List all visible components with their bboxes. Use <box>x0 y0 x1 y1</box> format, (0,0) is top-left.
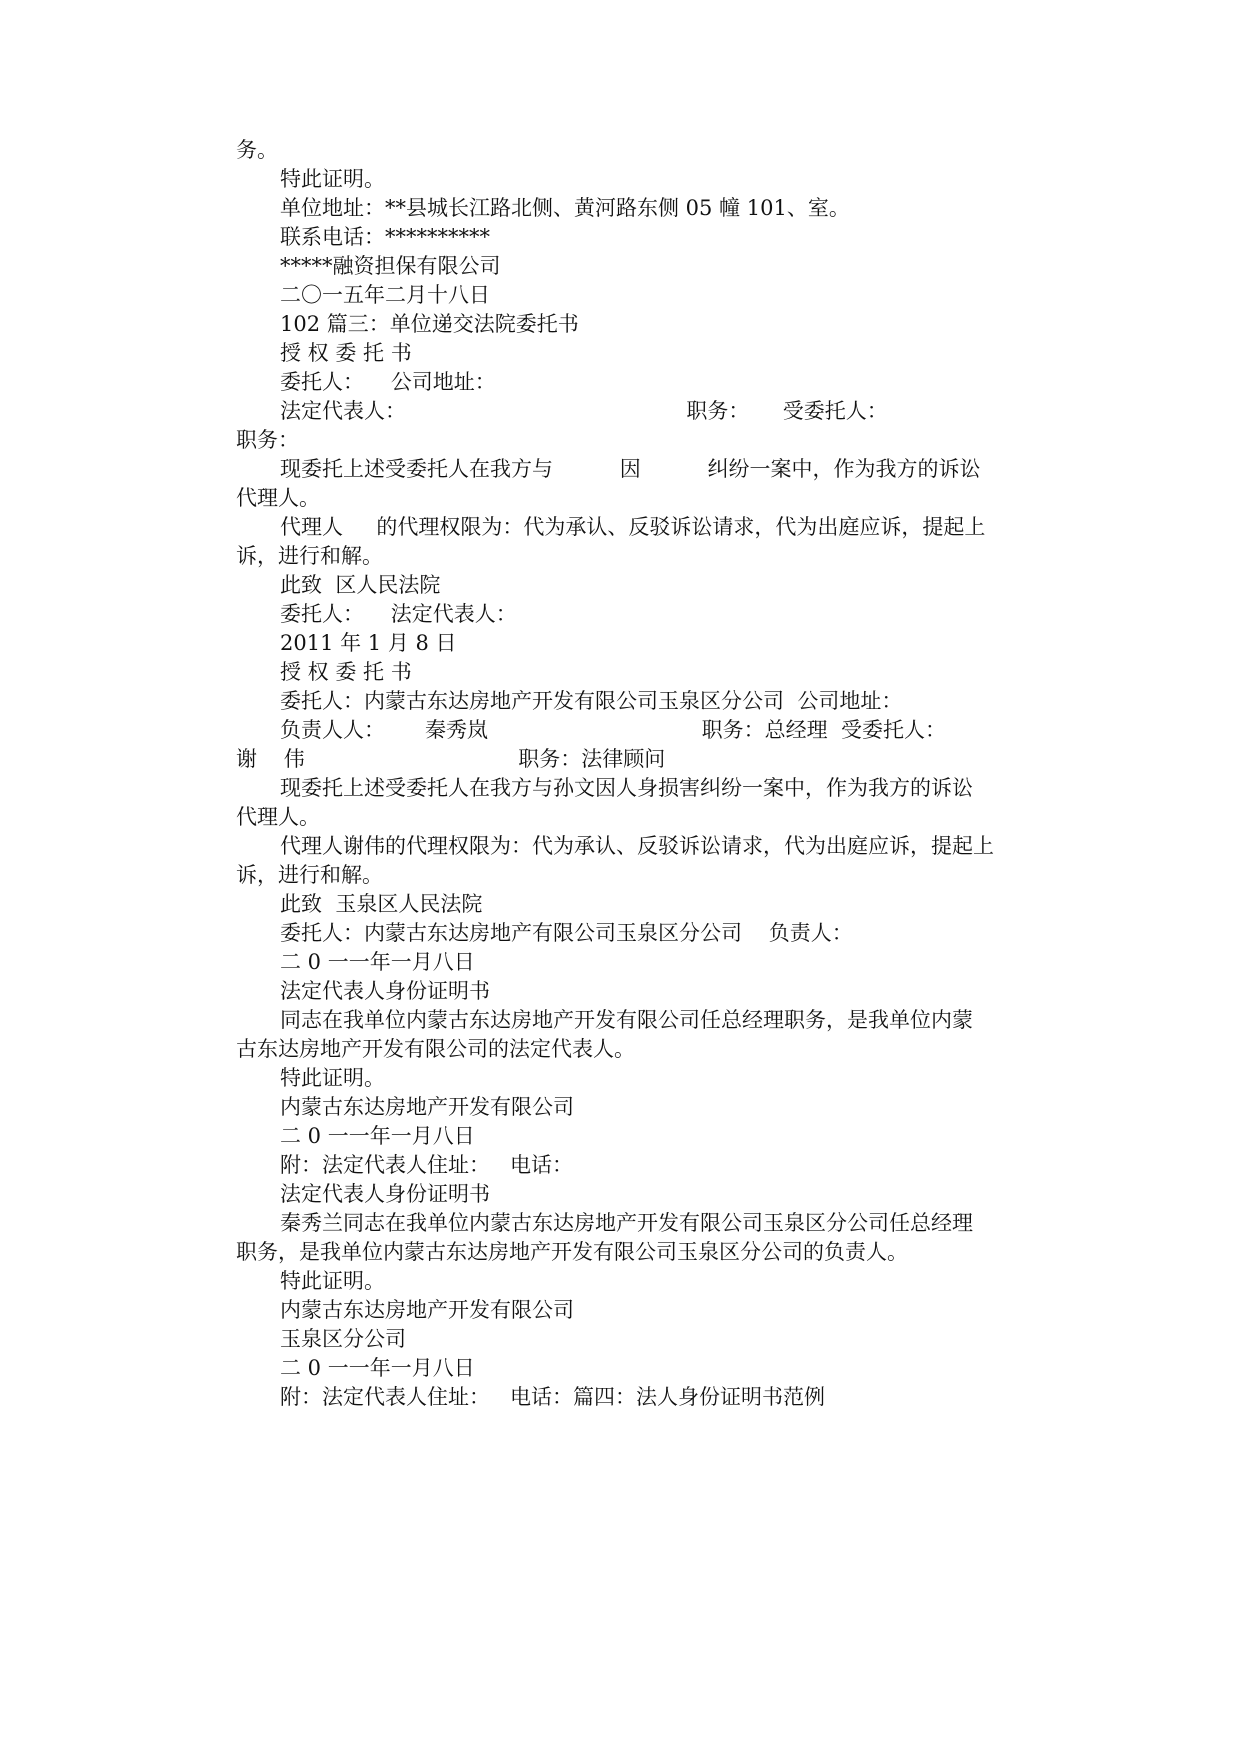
text-line: 附：法定代表人住址： 电话：篇四：法人身份证明书范例 <box>280 1385 826 1409</box>
text-line: 内蒙古东达房地产开发有限公司 <box>280 1298 574 1322</box>
text-line: 古东达房地产开发有限公司的法定代表人。 <box>236 1037 635 1061</box>
text-line: 同志在我单位内蒙古东达房地产开发有限公司任总经理职务，是我单位内蒙 <box>280 1008 973 1032</box>
text-line: 委托人： 公司地址： <box>280 370 496 394</box>
text-line: 委托人：内蒙古东达房地产有限公司玉泉区分公司 负责人： <box>280 921 853 945</box>
text-line: 102 篇三：单位递交法院委托书 <box>280 312 579 336</box>
text-line: 诉，进行和解。 <box>236 863 383 887</box>
text-line: 内蒙古东达房地产开发有限公司 <box>280 1095 574 1119</box>
text-line: 法定代表人身份证明书 <box>280 1182 490 1206</box>
text-line: 联系电话：********** <box>280 225 490 249</box>
text-line: 代理人。 <box>236 486 320 510</box>
text-line: 法定代表人身份证明书 <box>280 979 490 1003</box>
text-line: *****融资担保有限公司 <box>280 254 501 278</box>
text-line: 谢 伟 职务：法律顾问 <box>236 747 666 771</box>
text-line: 现委托上述受委托人在我方与 因 纠纷一案中，作为我方的诉讼 <box>280 457 981 481</box>
text-line: 附：法定代表人住址： 电话： <box>280 1153 574 1177</box>
text-line: 诉，进行和解。 <box>236 544 383 568</box>
text-line: 二 0 一一年一月八日 <box>280 950 475 974</box>
text-line: 二 0 一一年一月八日 <box>280 1124 475 1148</box>
text-line: 代理人。 <box>236 805 320 829</box>
text-line: 委托人：内蒙古东达房地产开发有限公司玉泉区分公司 公司地址： <box>280 689 903 713</box>
text-line: 特此证明。 <box>280 1269 385 1293</box>
text-line: 秦秀兰同志在我单位内蒙古东达房地产开发有限公司玉泉区分公司任总经理 <box>280 1211 973 1235</box>
text-line: 授 权 委 托 书 <box>280 660 412 684</box>
text-line: 务。 <box>236 138 278 162</box>
text-line: 现委托上述受委托人在我方与孙文因人身损害纠纷一案中，作为我方的诉讼 <box>280 776 973 800</box>
text-line: 特此证明。 <box>280 167 385 191</box>
text-line: 授 权 委 托 书 <box>280 341 412 365</box>
text-line: 二 0 一一年一月八日 <box>280 1356 475 1380</box>
text-line: 2011 年 1 月 8 日 <box>280 631 457 655</box>
text-line: 负责人人： 秦秀岚 职务：总经理 受委托人： <box>280 718 947 742</box>
text-line: 特此证明。 <box>280 1066 385 1090</box>
text-line: 代理人谢伟的代理权限为：代为承认、反驳诉讼请求，代为出庭应诉，提起上 <box>280 834 994 858</box>
text-line: 职务，是我单位内蒙古东达房地产开发有限公司玉泉区分公司的负责人。 <box>236 1240 908 1264</box>
text-line: 法定代表人： 职务： 受委托人： <box>280 399 888 423</box>
text-line: 二〇一五年二月十八日 <box>280 283 490 307</box>
text-line: 代理人 的代理权限为：代为承认、反驳诉讼请求，代为出庭应诉，提起上 <box>280 515 986 539</box>
text-line: 此致 区人民法院 <box>280 573 441 597</box>
text-line: 此致 玉泉区人民法院 <box>280 892 483 916</box>
text-line: 委托人： 法定代表人： <box>280 602 517 626</box>
text-line: 玉泉区分公司 <box>280 1327 406 1351</box>
text-line: 职务： <box>236 428 299 452</box>
text-line: 单位地址：**县城长江路北侧、黄河路东侧 05 幢 101、室。 <box>280 196 850 220</box>
